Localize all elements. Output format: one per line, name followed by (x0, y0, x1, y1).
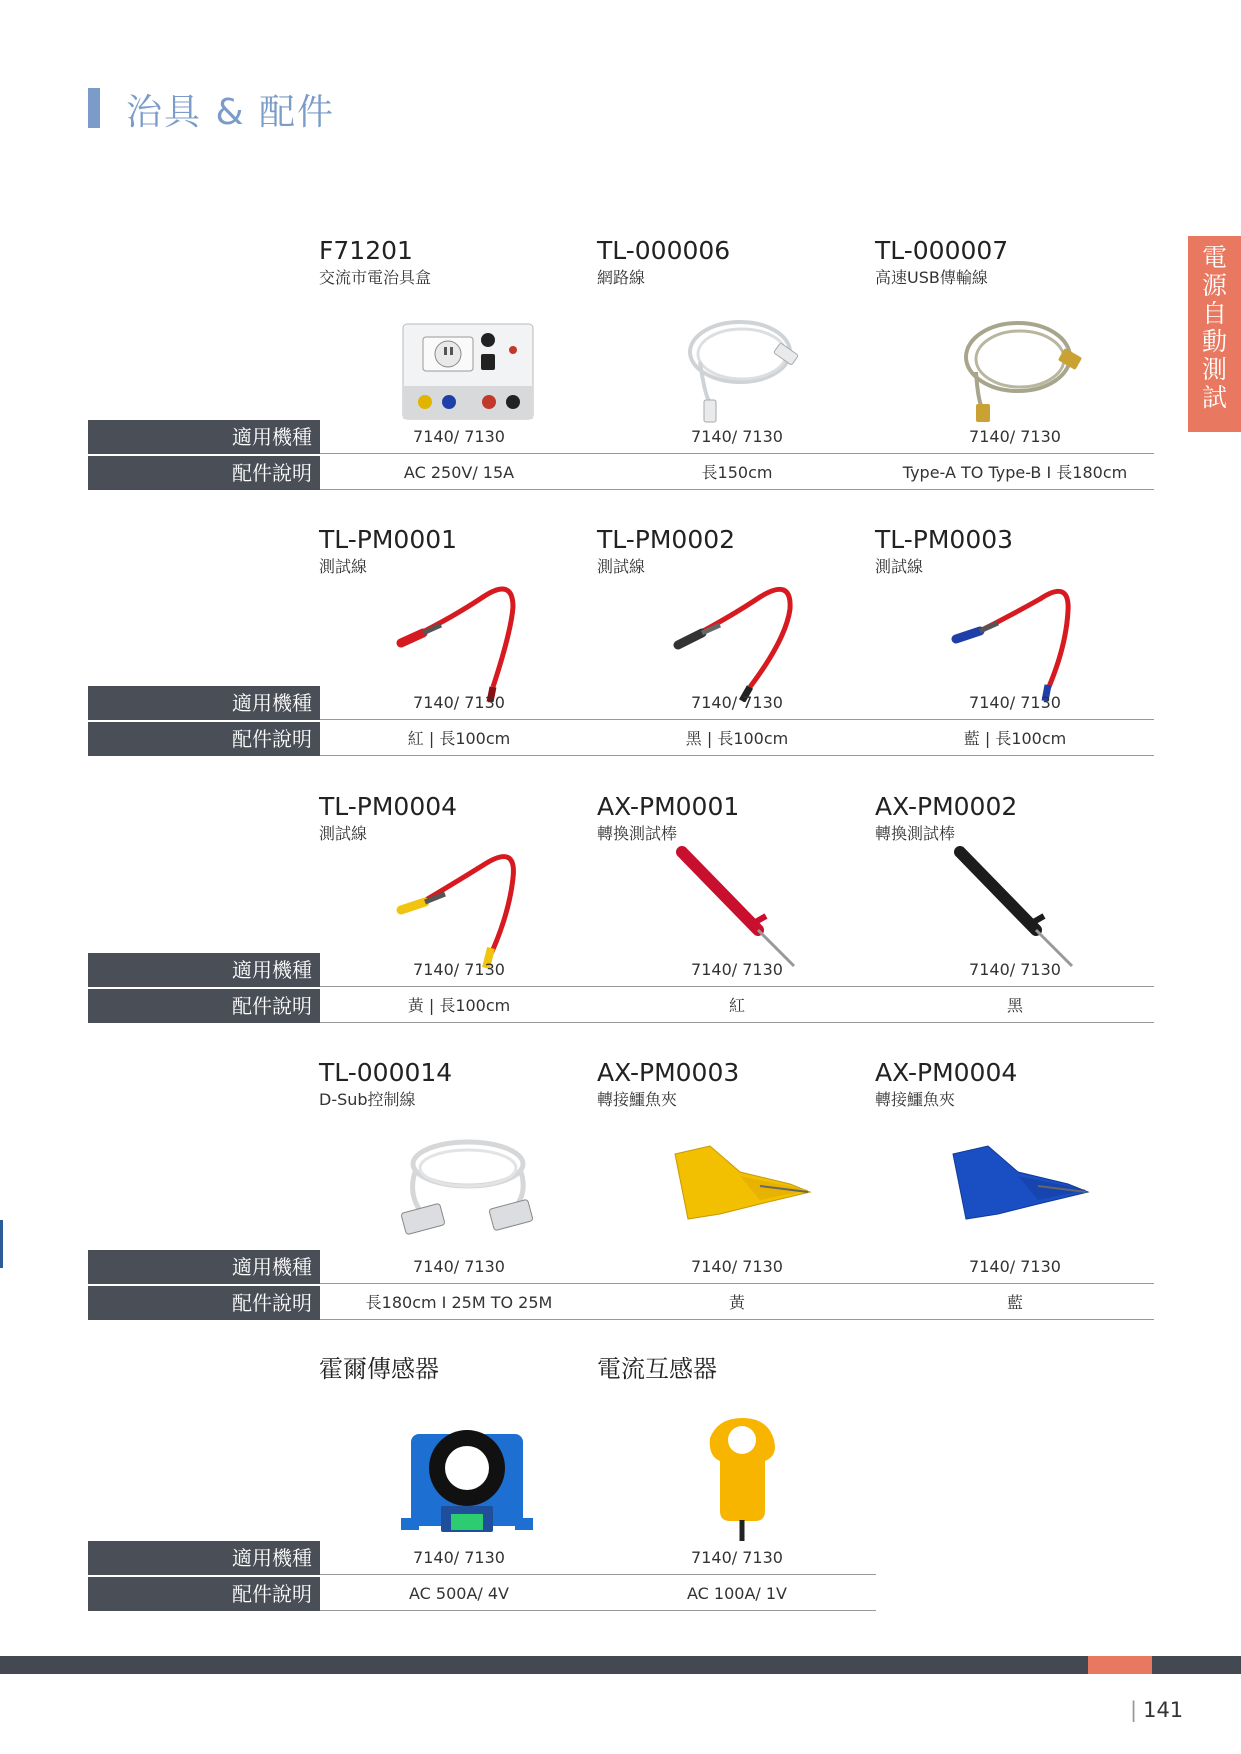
row-label-desc: 配件說明 (88, 989, 320, 1023)
desc-value: 紅 | 長100cm (407, 729, 511, 748)
desc-value: 黑 | 長100cm (685, 729, 789, 748)
product-title: 電流互感器 (597, 1355, 717, 1383)
models-value: 7140/ 7130 (413, 1548, 505, 1567)
side-tab-char: 測 (1201, 355, 1227, 384)
product-header (875, 236, 1145, 288)
test-lead-red-icon (393, 577, 543, 702)
product-title: 霍爾傳感器 (319, 1355, 439, 1383)
models-value: 7140/ 7130 (691, 1548, 783, 1567)
models-value: 7140/ 7130 (413, 693, 505, 712)
desc-value: 藍 (1006, 1293, 1023, 1312)
title-accent-bar (88, 88, 100, 128)
side-tab-char: 試 (1201, 383, 1227, 412)
side-tab-char: 電 (1201, 243, 1227, 272)
models-value: 7140/ 7130 (969, 960, 1061, 979)
product-header (875, 1058, 1145, 1110)
product-header (875, 792, 1145, 844)
product-name: 轉換測試棒 (597, 824, 678, 843)
product-name: D-Sub控制線 (319, 1090, 416, 1109)
product-name: 測試線 (597, 557, 646, 576)
ac-power-box-icon (393, 302, 543, 427)
page-number (1130, 1698, 1183, 1722)
product-header (319, 1354, 589, 1384)
alligator-clip-yellow-icon (670, 1124, 820, 1249)
desc-value: 黃 | 長100cm (407, 996, 511, 1015)
product-code: F71201 (319, 236, 413, 265)
desc-value: Type-A TO Type-B I 長180cm (902, 463, 1128, 482)
row-divider (320, 489, 1154, 490)
page-number-separator: | (1130, 1698, 1138, 1722)
usb-cable-icon (948, 302, 1098, 427)
edge-marker (0, 1220, 3, 1268)
row-label-desc: 配件說明 (88, 1577, 320, 1611)
desc-value: AC 100A/ 1V (686, 1584, 787, 1603)
product-code: AX-PM0004 (875, 1058, 1018, 1087)
product-code: AX-PM0003 (597, 1058, 740, 1087)
product-code: TL-PM0004 (319, 792, 458, 821)
network-cable-icon (670, 302, 820, 427)
section-side-tab (1188, 236, 1241, 432)
product-name: 網路線 (597, 268, 646, 287)
models-value: 7140/ 7130 (691, 1257, 783, 1276)
product-name: 轉接鱷魚夾 (597, 1090, 678, 1109)
models-value: 7140/ 7130 (413, 960, 505, 979)
models-value: 7140/ 7130 (969, 693, 1061, 712)
hall-sensor-icon (393, 1416, 543, 1541)
row-label-models: 適用機種 (88, 1250, 320, 1284)
product-code: TL-000014 (319, 1058, 453, 1087)
probe-black-icon (948, 844, 1098, 969)
product-header (597, 1058, 867, 1110)
test-lead-yellow-icon (393, 844, 543, 969)
models-value: 7140/ 7130 (691, 427, 783, 446)
models-value: 7140/ 7130 (969, 1257, 1061, 1276)
desc-value: 長180cm I 25M TO 25M (365, 1293, 553, 1312)
row-divider (320, 719, 1154, 720)
models-value: 7140/ 7130 (691, 960, 783, 979)
footer-accent (1088, 1656, 1152, 1674)
row-divider (320, 1283, 1154, 1284)
desc-value: 長150cm (701, 463, 773, 482)
models-value: 7140/ 7130 (413, 1257, 505, 1276)
dsub-cable-icon (393, 1124, 543, 1249)
product-name: 交流市電治具盒 (319, 268, 432, 287)
product-name: 轉換測試棒 (875, 824, 956, 843)
row-label-models: 適用機種 (88, 420, 320, 454)
page-title: 治具 & 配件 (126, 92, 335, 133)
product-code: TL-PM0003 (875, 525, 1014, 554)
product-name: 測試線 (319, 557, 368, 576)
footer-bar (0, 1656, 1241, 1674)
product-name: 測試線 (875, 557, 924, 576)
probe-red-icon (670, 844, 820, 969)
product-header (319, 525, 589, 577)
test-lead-black-icon (670, 577, 820, 702)
desc-value: 藍 | 長100cm (963, 729, 1067, 748)
product-code: AX-PM0002 (875, 792, 1018, 821)
row-divider (320, 1574, 876, 1575)
product-header (597, 1354, 867, 1384)
desc-value: 黑 (1006, 996, 1023, 1015)
product-name: 測試線 (319, 824, 368, 843)
product-code: AX-PM0001 (597, 792, 740, 821)
models-value: 7140/ 7130 (691, 693, 783, 712)
side-tab-char: 動 (1201, 327, 1227, 356)
row-label-desc: 配件說明 (88, 456, 320, 490)
desc-value: 紅 (728, 996, 745, 1015)
product-header (319, 236, 589, 288)
product-code: TL-PM0002 (597, 525, 736, 554)
row-divider (320, 1022, 1154, 1023)
row-divider (320, 755, 1154, 756)
product-header (875, 525, 1145, 577)
product-header (319, 1058, 589, 1110)
product-header (597, 236, 867, 288)
test-lead-blue-icon (948, 577, 1098, 702)
product-code: TL-000006 (597, 236, 731, 265)
models-value: 7140/ 7130 (413, 427, 505, 446)
product-header (597, 792, 867, 844)
desc-value: 黃 (728, 1293, 745, 1312)
row-divider (320, 1319, 1154, 1320)
row-divider (320, 453, 1154, 454)
row-label-models: 適用機種 (88, 953, 320, 987)
alligator-clip-blue-icon (948, 1124, 1098, 1249)
product-name: 高速USB傳輸線 (875, 268, 988, 287)
product-name: 轉接鱷魚夾 (875, 1090, 956, 1109)
current-transformer-icon (670, 1416, 820, 1541)
models-value: 7140/ 7130 (969, 427, 1061, 446)
row-divider (320, 1610, 876, 1611)
page-number-value: 141 (1143, 1698, 1184, 1722)
side-tab-char: 源 (1201, 271, 1227, 300)
desc-value: AC 250V/ 15A (403, 463, 515, 482)
side-tab-char: 自 (1201, 299, 1227, 328)
product-header (319, 792, 589, 844)
product-code: TL-PM0001 (319, 525, 458, 554)
product-code: TL-000007 (875, 236, 1009, 265)
desc-value: AC 500A/ 4V (408, 1584, 509, 1603)
product-header (597, 525, 867, 577)
row-label-models: 適用機種 (88, 1541, 320, 1575)
row-divider (320, 986, 1154, 987)
row-label-models: 適用機種 (88, 686, 320, 720)
row-label-desc: 配件說明 (88, 1286, 320, 1320)
row-label-desc: 配件說明 (88, 722, 320, 756)
